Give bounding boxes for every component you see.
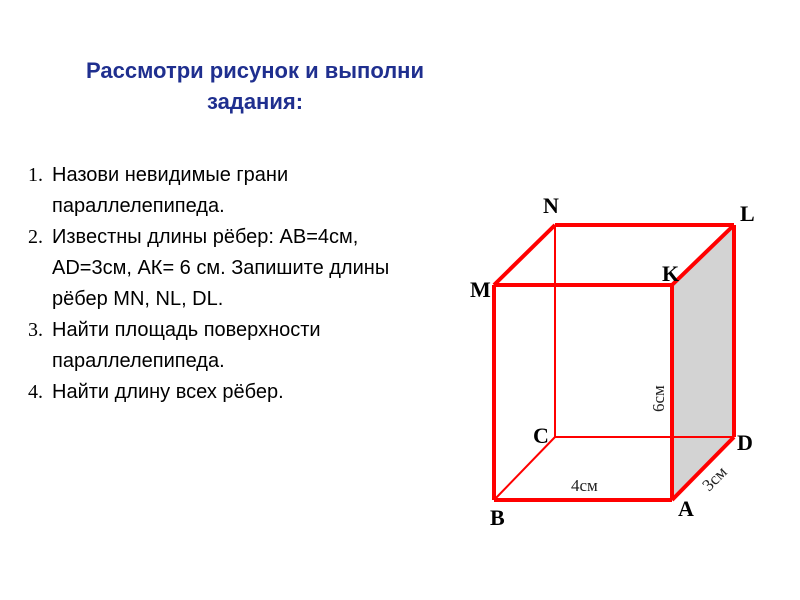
edge-mn — [494, 225, 555, 285]
task-number: 2. — [28, 226, 43, 248]
task-text: Найти площадь поверхности параллелепипеда. — [52, 319, 321, 372]
page-title: Рассмотри рисунок и выполни задания: — [85, 58, 424, 114]
task-text: Известны длины рёбер: АВ=4см, АD=3см, АК= 6 см. Запишите длины рёбер MN, NL, DL. — [52, 226, 390, 310]
task-number: 1. — [28, 164, 43, 186]
vertex-label-a: A — [678, 496, 694, 521]
measure-ad: 3см — [698, 462, 731, 495]
measure-ak: 6см — [649, 385, 668, 412]
vertex-label-b: B — [490, 505, 505, 530]
measure-ab: 4см — [571, 476, 598, 495]
vertex-label-l: L — [740, 201, 755, 226]
shaded-face-kldA — [672, 225, 734, 500]
vertex-label-d: D — [737, 430, 753, 455]
task-number: 4. — [28, 381, 43, 403]
vertex-label-m: M — [470, 277, 491, 302]
task-text: Найти длину всех рёбер. — [52, 381, 284, 403]
task-text: Назови невидимые грани параллелепипеда. — [52, 164, 289, 217]
task-number: 3. — [28, 319, 43, 341]
vertex-label-n: N — [543, 193, 559, 218]
vertex-label-k: K — [662, 261, 680, 286]
vertex-label-c: C — [533, 423, 549, 448]
